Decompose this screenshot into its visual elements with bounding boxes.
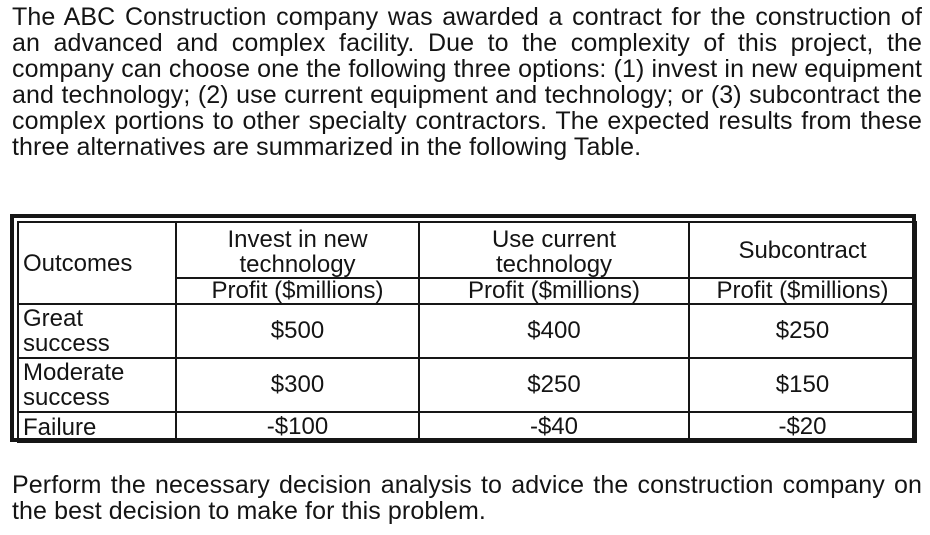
table-row xyxy=(18,304,916,358)
profit-cell: $250 xyxy=(689,304,916,358)
profit-cell: -$100 xyxy=(176,412,419,442)
profit-cell: $500 xyxy=(176,304,419,358)
header-subcontract xyxy=(689,222,916,278)
task-instruction: Perform the necessary decision analysis to advice the construction company on the best decision to make for this problem. xyxy=(12,471,922,525)
payoff-table-frame xyxy=(10,214,916,442)
unit-invest-new: Profit ($millions) xyxy=(176,278,419,304)
profit-cell: -$20 xyxy=(689,412,916,442)
header-invest-new-line2: technology xyxy=(239,251,356,278)
profit-cell: -$40 xyxy=(419,412,689,442)
profit-cell: $250 xyxy=(419,358,689,412)
header-use-current-line2: technology xyxy=(495,251,613,278)
header-use-current xyxy=(419,222,689,278)
table-row xyxy=(18,358,916,412)
table-row xyxy=(18,412,916,442)
header-use-current-line1: Use current xyxy=(491,226,617,253)
header-subcontract-line1: Subcontract xyxy=(738,236,867,264)
profit-cell: $150 xyxy=(689,358,916,412)
profit-cell: $300 xyxy=(176,358,419,412)
header-invest-new-line1: Invest in new xyxy=(227,226,368,253)
unit-use-current: Profit ($millions) xyxy=(419,278,689,304)
outcome-label: Moderate success xyxy=(18,358,176,412)
profit-cell: $400 xyxy=(419,304,689,358)
unit-subcontract: Profit ($millions) xyxy=(689,278,916,304)
outcomes-header: Outcomes xyxy=(18,222,176,304)
header-invest-new xyxy=(176,222,419,278)
problem-statement: The ABC Construction company was awarded a contract for the construction of an advanced and complex facility. Due to the complexity of this project, the company can choose one the following three options: (1) invest in new equipment and technology; (2) use current equipment and technology; or (3) subcontract the complex portions to other specialty contractors. The expected results from these three alternatives are summarized in the following Table. xyxy=(12,3,922,161)
header-row xyxy=(18,222,916,278)
outcome-label: Great success xyxy=(18,304,176,358)
payoff-table xyxy=(17,221,917,443)
outcome-label: Failure xyxy=(18,412,176,442)
